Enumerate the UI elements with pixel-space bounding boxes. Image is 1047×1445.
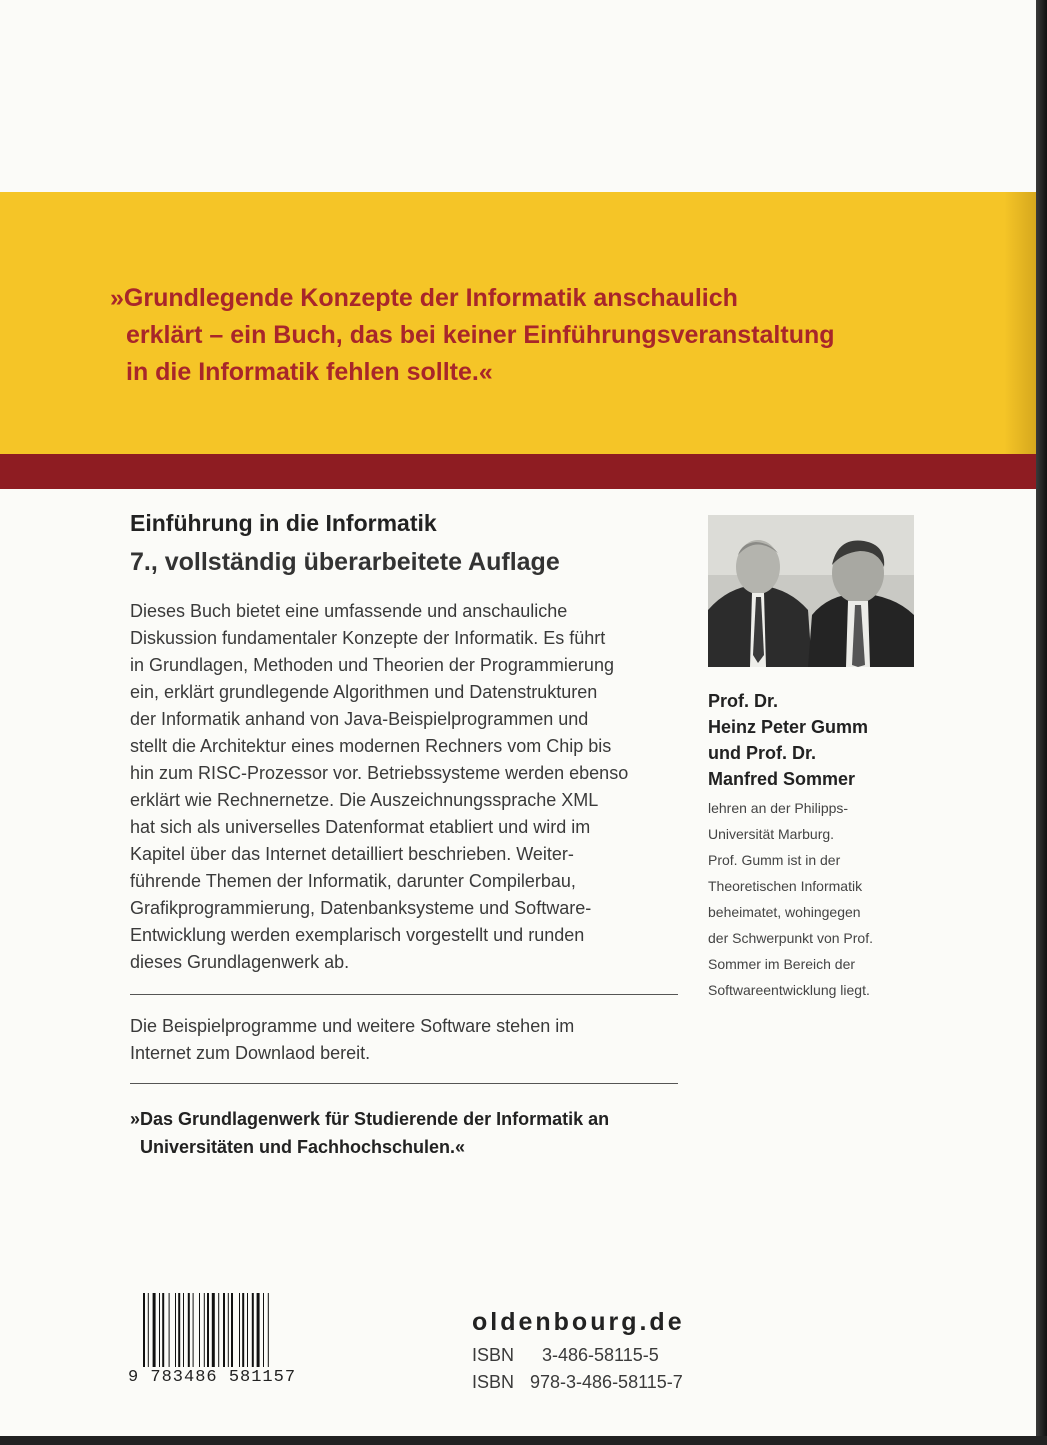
author-name-line: Manfred Sommer — [708, 769, 856, 789]
author-bio-line: Theoretischen Informatik — [708, 878, 863, 894]
barcode-bar — [162, 1293, 164, 1367]
barcode-bar — [153, 1293, 156, 1367]
author-names — [708, 688, 868, 792]
author-name-line: und Prof. Dr. — [708, 743, 816, 763]
barcode-bar — [223, 1293, 225, 1367]
author-bio — [708, 795, 873, 1003]
download-note — [130, 1013, 574, 1067]
divider — [130, 1083, 678, 1084]
publisher-website: oldenbourg.de — [472, 1308, 685, 1336]
barcode-bar — [242, 1293, 244, 1367]
barcode-bar — [247, 1293, 248, 1367]
barcode-bar — [175, 1293, 176, 1367]
author-bio-line: lehren an der Philipps- — [708, 800, 849, 816]
authors-photo — [708, 515, 914, 667]
barcode-bar — [169, 1293, 170, 1367]
promo-quote-line: in die Informatik fehlen sollte.« — [126, 358, 493, 386]
isbn13-row — [472, 1369, 683, 1396]
barcode-bar — [159, 1293, 160, 1367]
closing-quote — [130, 1105, 609, 1161]
barcode-bar — [207, 1293, 209, 1367]
isbn-block — [472, 1342, 683, 1396]
description-line: Entwicklung werden exemplarisch vorgestellt und runden — [130, 925, 585, 945]
isbn10-value: 3-486-58115-5 — [542, 1345, 659, 1365]
barcode-bar — [231, 1293, 233, 1367]
description-line: Kapitel über das Internet detailliert beschrieben. Weiter- — [130, 844, 574, 864]
isbn-label: ISBN — [472, 1372, 515, 1392]
divider — [130, 994, 678, 995]
isbn13-value: 978-3-486-58115-7 — [530, 1372, 683, 1392]
author-bio-line: Universität Marburg. — [708, 826, 835, 842]
description-line: stellt die Architektur eines modernen Rechners vom Chip bis — [130, 736, 612, 756]
barcode-bar — [252, 1293, 254, 1367]
promo-quote-line: »Grundlegende Konzepte der Informatik anschaulich — [110, 284, 738, 312]
description-line: in Grundlagen, Methoden und Theorien der Programmierung — [130, 655, 614, 675]
description-line: erklärt wie Rechnernetze. Die Auszeichnungssprache XML — [130, 790, 599, 810]
author-bio-line: der Schwerpunkt von Prof. — [708, 930, 873, 946]
barcode-bar — [193, 1293, 194, 1367]
author-bio-line: Sommer im Bereich der — [708, 956, 856, 972]
description-line: führende Themen der Informatik, darunter Compilerbau, — [130, 871, 576, 891]
download-note-line: Die Beispielprogramme und weitere Software stehen im — [130, 1016, 575, 1036]
isbn10-row — [472, 1342, 683, 1369]
barcode-bar — [143, 1293, 145, 1367]
book-title: Einführung in die Informatik — [130, 510, 437, 536]
barcode — [143, 1293, 315, 1367]
authors-photo-image — [708, 515, 914, 667]
promo-quote — [110, 280, 930, 391]
barcode-bar — [183, 1293, 184, 1367]
barcode-bar — [263, 1293, 264, 1367]
barcode-bar — [212, 1293, 215, 1367]
author-bio-line: beheimatet, wohingegen — [708, 904, 861, 920]
barcode-bar — [178, 1293, 180, 1367]
author-name-line: Heinz Peter Gumm — [708, 717, 869, 737]
barcode-bar — [188, 1293, 190, 1367]
description-line: Diskussion fundamentaler Konzepte der Informatik. Es führt — [130, 628, 606, 648]
author-name-line: Prof. Dr. — [708, 691, 779, 711]
description-line: dieses Grundlagenwerk ab. — [130, 952, 350, 972]
barcode-bar — [268, 1293, 269, 1367]
cover-edge — [1036, 0, 1047, 1445]
edition-subtitle: 7., vollständig überarbeitete Auflage — [130, 548, 560, 576]
barcode-bar — [204, 1293, 205, 1367]
promo-quote-line: erklärt – ein Buch, das bei keiner Einführungsveranstaltung — [126, 321, 835, 349]
barcode-bar — [148, 1293, 149, 1367]
barcode-bar — [228, 1293, 229, 1367]
barcode-bar — [218, 1293, 219, 1367]
barcode-bar — [257, 1293, 260, 1367]
description-line: Dieses Buch bietet eine umfassende und anschauliche — [130, 601, 568, 621]
barcode-bar — [199, 1293, 200, 1367]
closing-quote-line: »Das Grundlagenwerk für Studierende der Informatik an — [130, 1109, 610, 1129]
barcode-bar — [239, 1293, 240, 1367]
author-bio-line: Softwareentwicklung liegt. — [708, 982, 870, 998]
description-line: der Informatik anhand von Java-Beispielprogrammen und — [130, 709, 589, 729]
band-shadow — [1004, 192, 1036, 454]
cover-edge-bottom — [0, 1436, 1047, 1445]
red-stripe — [0, 454, 1036, 489]
download-note-line: Internet zum Downlaod bereit. — [130, 1043, 371, 1063]
isbn-label: ISBN — [472, 1345, 515, 1365]
author-bio-line: Prof. Gumm ist in der — [708, 852, 841, 868]
description — [130, 598, 690, 976]
closing-quote-line: Universitäten und Fachhochschulen.« — [140, 1137, 466, 1157]
description-line: ein, erklärt grundlegende Algorithmen und Datenstrukturen — [130, 682, 598, 702]
barcode-number: 9 783486 581157 — [128, 1368, 297, 1387]
description-line: Grafikprogrammierung, Datenbanksysteme und Software- — [130, 898, 592, 918]
description-line: hin zum RISC-Prozessor vor. Betriebssysteme werden ebenso — [130, 763, 629, 783]
description-line: hat sich als universelles Datenformat etabliert und wird im — [130, 817, 591, 837]
